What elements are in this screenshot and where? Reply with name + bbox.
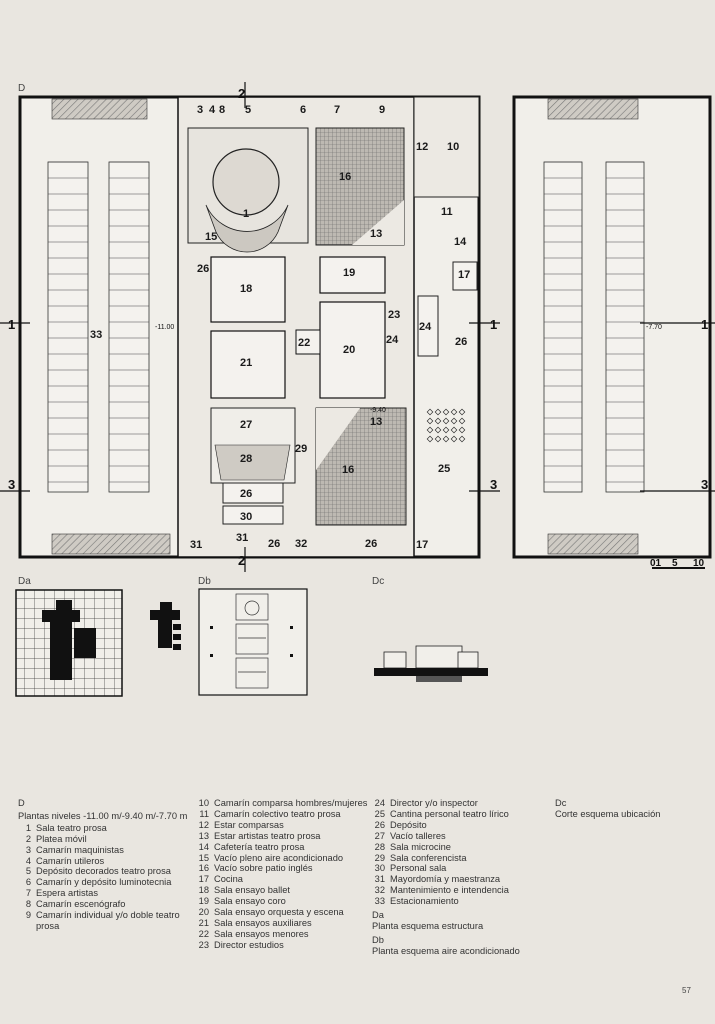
room-13-top: 13: [370, 228, 383, 240]
room-23: 23: [388, 309, 401, 321]
legend-item: [18, 910, 190, 932]
legend-column-3: [372, 798, 544, 957]
legend-item-text: Personal sala: [390, 863, 447, 874]
legend-item-text: Director y/o inspector: [390, 798, 478, 808]
legend-item: [18, 823, 190, 834]
plan-label-db: Db: [198, 576, 211, 587]
room-13-bottom: 13: [370, 416, 383, 428]
legend-item-number: 24: [374, 798, 385, 808]
legend-item-text: Vacío talleres: [390, 830, 446, 841]
legend-item-text: Espera artistas: [36, 888, 99, 899]
legend-item-number: 22: [198, 928, 209, 939]
room-27: 27: [240, 419, 253, 431]
legend-item-number: 1: [25, 822, 31, 833]
legend-item-number: 10: [198, 798, 209, 808]
axis-1-left: 1: [8, 317, 16, 332]
legend-item: [196, 820, 368, 831]
legend-item-number: 19: [198, 896, 209, 907]
legend-item: [196, 809, 368, 820]
legend-item-number: 2: [25, 833, 31, 844]
legend-column-1: [18, 798, 190, 932]
legend-item: [372, 896, 544, 907]
legend-item-number: 3: [25, 844, 31, 855]
legend-item-text: Estacionamiento: [390, 896, 459, 907]
room-5: 5: [245, 104, 252, 116]
schematic-da-structure: [14, 588, 194, 698]
legend-db-text: Planta esquema aire acondicionado: [372, 945, 520, 956]
room-24-a: 24: [419, 321, 432, 333]
scale-10: 10: [693, 558, 705, 569]
level-east-court: -9.40: [370, 407, 386, 414]
legend-item-text: Sala teatro prosa: [36, 822, 107, 833]
legend-heading: Plantas niveles -11.00 m/-9.40 m/-7.70 m: [18, 810, 188, 821]
plan-label-dc: Dc: [372, 576, 385, 587]
room-32: 32: [295, 538, 308, 550]
room-7: 7: [334, 104, 341, 116]
room-9: 9: [379, 104, 386, 116]
legend-item-number: 26: [374, 819, 385, 830]
room-12: 12: [416, 141, 429, 153]
legend-item-text: Mayordomía y maestranza: [390, 874, 501, 885]
legend-db-title: Db: [372, 934, 384, 945]
room-31-b: 31: [236, 532, 249, 544]
legend-item: [196, 907, 368, 918]
axis-1-center: 1: [490, 317, 498, 332]
room-24-b: 24: [386, 334, 399, 346]
legend-item: [18, 856, 190, 867]
room-19: 19: [343, 267, 356, 279]
legend-item-text: Estar comparsas: [214, 819, 284, 830]
room-31-a: 31: [190, 539, 203, 551]
legend-item-number: 20: [198, 907, 209, 918]
legend-item-number: 5: [25, 866, 31, 877]
legend-item: [196, 863, 368, 874]
legend-item-number: 8: [25, 899, 31, 910]
legend-item-number: 30: [374, 863, 385, 874]
plan-label-da: Da: [18, 576, 31, 587]
legend-column-4: [555, 798, 705, 820]
legend-item: [372, 874, 544, 885]
legend-item-text: Camarín colectivo teatro prosa: [214, 808, 341, 819]
legend-item-number: 18: [198, 885, 209, 896]
room-1: 1: [243, 208, 250, 220]
legend-item-number: 28: [374, 841, 385, 852]
legend-column-2: [196, 798, 368, 951]
room-10: 10: [447, 141, 460, 153]
room-30: 30: [240, 511, 253, 523]
room-29: 29: [295, 443, 308, 455]
legend-item-text: Estar artistas teatro prosa: [214, 830, 321, 841]
room-20: 20: [343, 344, 356, 356]
legend-item: [372, 842, 544, 853]
legend-item-text: Sala ensayo coro: [214, 896, 286, 907]
legend-item-text: Depósito decorados teatro prosa: [36, 866, 171, 877]
plan-label-d: D: [18, 83, 26, 94]
legend-item-number: 25: [374, 808, 385, 819]
legend-item: [372, 798, 544, 809]
legend-item-text: Camarín maquinistas: [36, 844, 124, 855]
legend-item: [372, 809, 544, 820]
legend-item: [196, 940, 368, 951]
legend-item-text: Mantenimiento e intendencia: [390, 885, 509, 896]
room-8: 8: [219, 104, 226, 116]
legend-list-2: [196, 798, 368, 951]
legend-item: [196, 853, 368, 864]
legend-dc-text: Corte esquema ubicación: [555, 808, 661, 819]
room-16-bottom: 16: [342, 464, 355, 476]
legend-da-text: Planta esquema estructura: [372, 920, 484, 931]
legend-list-1: [18, 823, 190, 932]
legend-item-text: Platea móvil: [36, 833, 87, 844]
legend-item-number: 6: [25, 877, 31, 888]
room-22: 22: [298, 337, 311, 349]
legend-item-text: Sala microcine: [390, 841, 451, 852]
legend-item: [196, 918, 368, 929]
legend-item-number: 11: [199, 808, 209, 819]
legend-item-text: Sala ensayo ballet: [214, 885, 290, 896]
legend-item: [372, 885, 544, 896]
legend-item-text: Camarín individual y/o doble teatro prosa: [36, 910, 180, 931]
legend-item-number: 27: [374, 830, 385, 841]
legend-item-number: 7: [25, 888, 31, 899]
room-4: 4: [209, 104, 216, 116]
legend-da-title: Da: [372, 910, 384, 921]
legend-item-text: Vacío pleno aire acondicionado: [214, 852, 344, 863]
legend-item-number: 4: [25, 855, 31, 866]
legend-item: [372, 831, 544, 842]
legend-item-text: Camarín utileros: [36, 855, 105, 866]
room-3: 3: [197, 104, 204, 116]
axis-3-left: 3: [8, 477, 16, 492]
legend-item-text: Sala ensayos auxiliares: [214, 917, 312, 928]
legend-item-text: Cafetería teatro prosa: [214, 841, 305, 852]
room-18: 18: [240, 283, 253, 295]
legend-item: [196, 885, 368, 896]
page-number: 57: [682, 986, 691, 995]
legend-item: [372, 863, 544, 874]
legend-item-number: 14: [198, 841, 209, 852]
legend-list-3: [372, 798, 544, 907]
legend-item: [196, 929, 368, 940]
legend-item-number: 9: [25, 910, 31, 921]
legend-item-number: 32: [374, 885, 385, 896]
legend-item-number: 23: [198, 939, 209, 950]
legend-item-text: Cantina personal teatro lírico: [390, 808, 509, 819]
axis-2-top: 2: [238, 86, 246, 101]
legend-item: [196, 896, 368, 907]
legend-letter: D: [18, 798, 25, 808]
room-6: 6: [300, 104, 307, 116]
legend-item-text: Cocina: [214, 874, 243, 885]
legend-item: [196, 874, 368, 885]
legend-item-text: Vacío sobre patio inglés: [214, 863, 313, 874]
legend-item-text: Sala conferencista: [390, 852, 467, 863]
legend-item: [196, 798, 368, 809]
legend-item: [18, 877, 190, 888]
legend-item-number: 29: [374, 852, 385, 863]
room-26-e: 26: [365, 538, 378, 550]
room-21: 21: [240, 357, 253, 369]
legend-item-number: 16: [198, 863, 209, 874]
legend-dc-title: Dc: [555, 798, 567, 808]
axis-3-right: 3: [701, 477, 709, 492]
room-26-b: 26: [455, 336, 468, 348]
legend-item: [196, 842, 368, 853]
scale-0: 01: [650, 558, 662, 569]
legend-item: [18, 899, 190, 910]
legend-item-text: Camarín y depósito luminotecnia: [36, 877, 172, 888]
room-16-top: 16: [339, 171, 352, 183]
legend-item-text: Depósito: [390, 819, 427, 830]
legend-item-number: 15: [198, 852, 209, 863]
legend-item-number: 31: [374, 874, 385, 885]
level-right: -7.70: [646, 324, 662, 331]
scale-5: 5: [672, 558, 678, 569]
legend-item: [18, 834, 190, 845]
legend-item: [18, 888, 190, 899]
legend-item-number: 33: [374, 896, 385, 907]
room-26-c: 26: [240, 488, 253, 500]
room-14: 14: [454, 236, 467, 248]
legend-item-number: 21: [198, 917, 209, 928]
legend-item-number: 13: [198, 830, 209, 841]
legend-item: [196, 831, 368, 842]
room-17: 17: [458, 269, 471, 281]
legend-item-text: Sala ensayo orquesta y escena: [214, 907, 344, 918]
legend-item-number: 17: [198, 874, 209, 885]
room-33: 33: [90, 329, 103, 341]
legend-item: [372, 853, 544, 864]
level-main: -11.00: [155, 324, 175, 331]
room-17-b: 17: [416, 539, 429, 551]
legend-item-text: Camarín comparsa hombres/mujeres: [214, 798, 368, 808]
legend-item: [372, 820, 544, 831]
axis-2-bottom: 2: [238, 553, 246, 568]
axis-3-center: 3: [490, 477, 498, 492]
schematic-dc-section: [372, 630, 492, 690]
legend-item-text: Camarín escenógrafo: [36, 899, 126, 910]
legend-item-number: 12: [198, 819, 209, 830]
room-15: 15: [205, 231, 218, 243]
room-11: 11: [441, 206, 453, 218]
legend-item-text: Director estudios: [214, 939, 284, 950]
room-26-d: 26: [268, 538, 281, 550]
legend-item-text: Sala ensayos menores: [214, 928, 309, 939]
legend-item: [18, 866, 190, 877]
legend-item: [18, 845, 190, 856]
room-26-a: 26: [197, 263, 210, 275]
schematic-db-air: [198, 588, 310, 698]
axis-1-right: 1: [701, 317, 709, 332]
room-25: 25: [438, 463, 451, 475]
room-28: 28: [240, 453, 253, 465]
